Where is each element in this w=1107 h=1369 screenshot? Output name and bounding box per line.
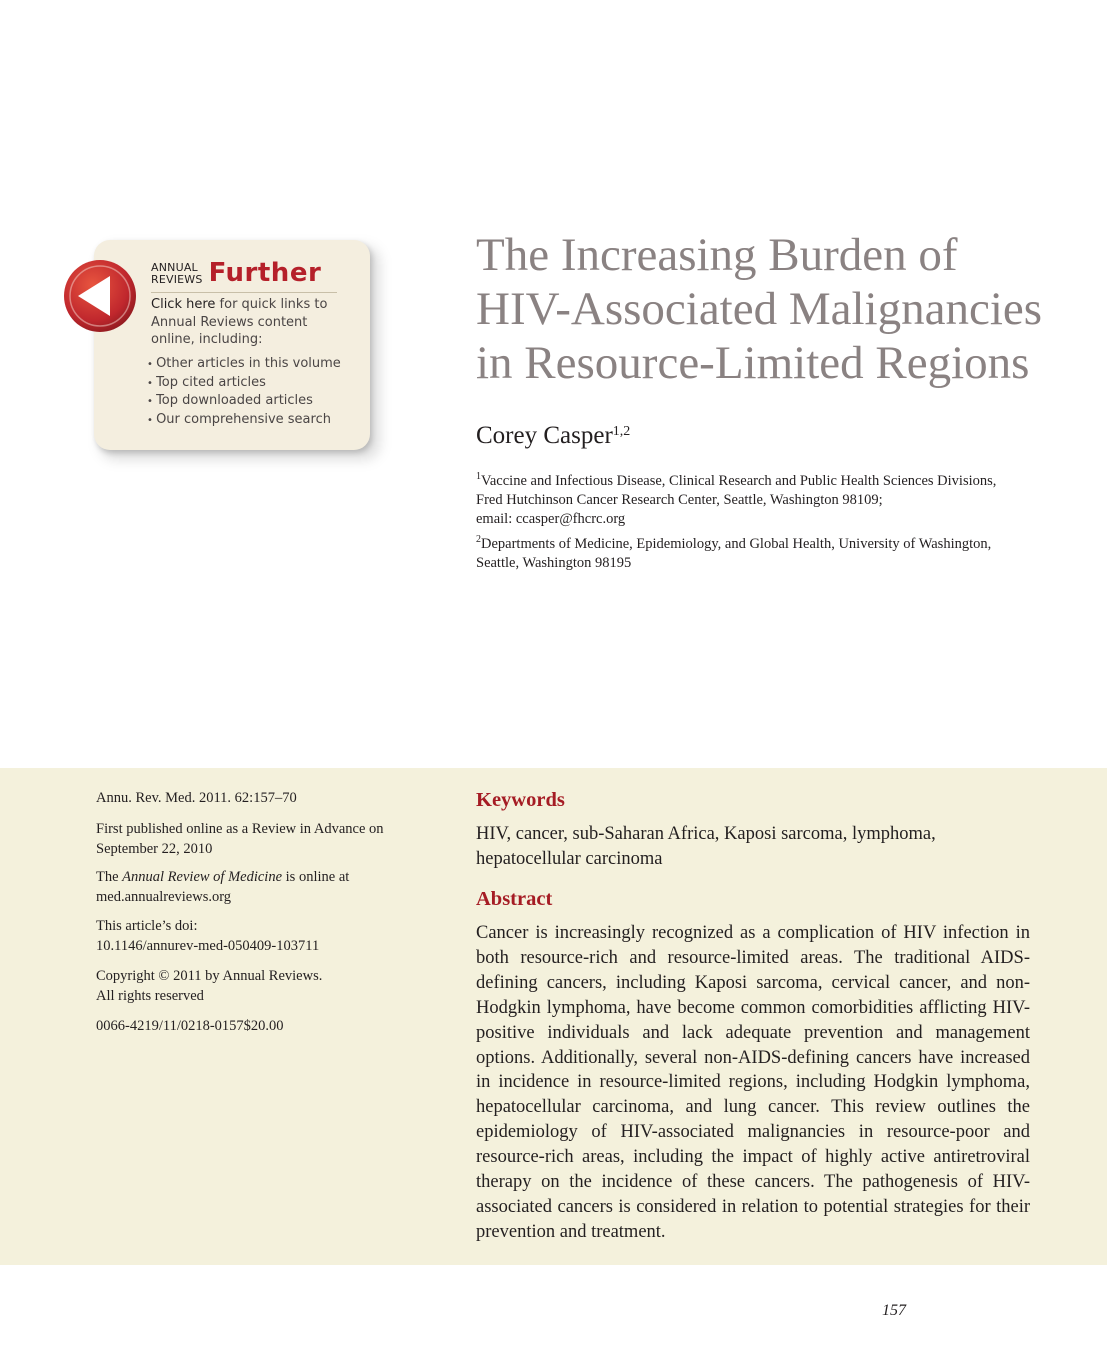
further-divider [151, 292, 337, 293]
further-link-item[interactable]: • Top downloaded articles [147, 392, 341, 411]
title-line: HIV-Associated Malignancies [476, 283, 1043, 335]
affiliation-mark: 2 [476, 534, 481, 545]
copyright-block [96, 967, 426, 1006]
affiliation-email[interactable]: email: ccasper@fhcrc.org [476, 510, 626, 527]
issn: 0066-4219/11/0218-0157$20.00 [96, 1018, 284, 1034]
annual-label: ANNUAL [151, 261, 198, 274]
abstract-text: Cancer is increasingly recognized as a complication of HIV infection in both resource-rich and resource-limited areas. The traditional AIDS-defining cancers, including Kaposi sarcoma, cervical cancer, and non-Hodgkin lymphoma, have become common comorbidities afflicting HIV-positive individuals and lack adequate prevention and management options. Additionally, several non-AIDS-defining cancers have increased in incidence in resource-limited regions, including Hodgkin lymphoma, hepatocellular carcinoma, and lung cancer. This review outlines the epidemiology of HIV-associated malignancies in resource-poor and resource-rich areas, including the impact of highly active antiretroviral therapy on the incidence of these cancers. The pathogenesis of HIV-associated cancers is considered in relation to potential strategies for their prevention and treatment. [476, 923, 1030, 1242]
article-title [476, 228, 1076, 390]
page-number: 157 [882, 1302, 906, 1319]
affiliation-line: Seattle, Washington 98195 [476, 554, 632, 571]
author [476, 422, 630, 450]
journal-url[interactable]: med.annualreviews.org [96, 888, 232, 905]
affiliation-mark: 1 [476, 471, 481, 482]
affiliation-line: Fred Hutchinson Cancer Research Center, Seattle, Washington 98109; [476, 491, 883, 508]
doi-label: This article’s doi: [96, 918, 198, 934]
publication-note-line: First published online as a Review in Advance on [96, 821, 384, 837]
further-link-list [147, 355, 341, 429]
further-link-item[interactable]: • Top cited articles [147, 374, 341, 393]
affiliation-text: Vaccine and Infectious Disease, Clinical Research and Public Health Sciences Divisions, [481, 472, 997, 489]
further-description-text: for quick links to Annual Reviews content online, including: [151, 297, 328, 347]
further-brand [151, 260, 321, 286]
doi-value[interactable]: 10.1146/annurev-med-050409-103711 [96, 937, 320, 954]
author-name: Corey Casper [476, 422, 613, 449]
rights: All rights reserved [96, 987, 204, 1004]
copyright: Copyright © 2011 by Annual Reviews. [96, 968, 323, 984]
affiliation-text: Departments of Medicine, Epidemiology, and Global Health, University of Washington, [481, 535, 992, 552]
doi-block [96, 917, 426, 956]
journal-note [96, 868, 426, 907]
title-line: in Resource-Limited Regions [476, 337, 1030, 389]
click-here-link[interactable]: Click here [151, 297, 216, 312]
author-affiliation-marks: 1,2 [612, 424, 631, 439]
keywords-heading: Keywords [476, 789, 565, 811]
journal-note-line [96, 868, 426, 888]
publication-note [96, 820, 426, 859]
title-line: The Increasing Burden of [476, 229, 958, 281]
journal-name: Annual Review of Medicine [122, 869, 283, 885]
further-link-item[interactable]: • Other articles in this volume [147, 355, 341, 374]
affiliation-line [476, 530, 1046, 554]
affiliation-1 [476, 467, 1046, 529]
journal-post: is online at [282, 869, 350, 885]
affiliation-line [476, 467, 1046, 491]
journal-pre: The [96, 869, 123, 885]
abstract-heading: Abstract [476, 888, 553, 910]
back-arrow-icon[interactable] [62, 258, 138, 334]
publication-date: September 22, 2010 [96, 840, 213, 857]
keywords-text: HIV, cancer, sub-Saharan Africa, Kaposi sarcoma, lymphoma, hepatocellular carcinoma [476, 824, 936, 869]
further-label: Further [208, 258, 322, 288]
reviews-label: REVIEWS [151, 273, 203, 286]
citation: Annu. Rev. Med. 2011. 62:157–70 [96, 790, 297, 806]
affiliation-2 [476, 530, 1046, 573]
further-description [151, 296, 351, 349]
annual-reviews-wordmark [151, 262, 203, 286]
further-link-item[interactable]: • Our comprehensive search [147, 411, 341, 430]
